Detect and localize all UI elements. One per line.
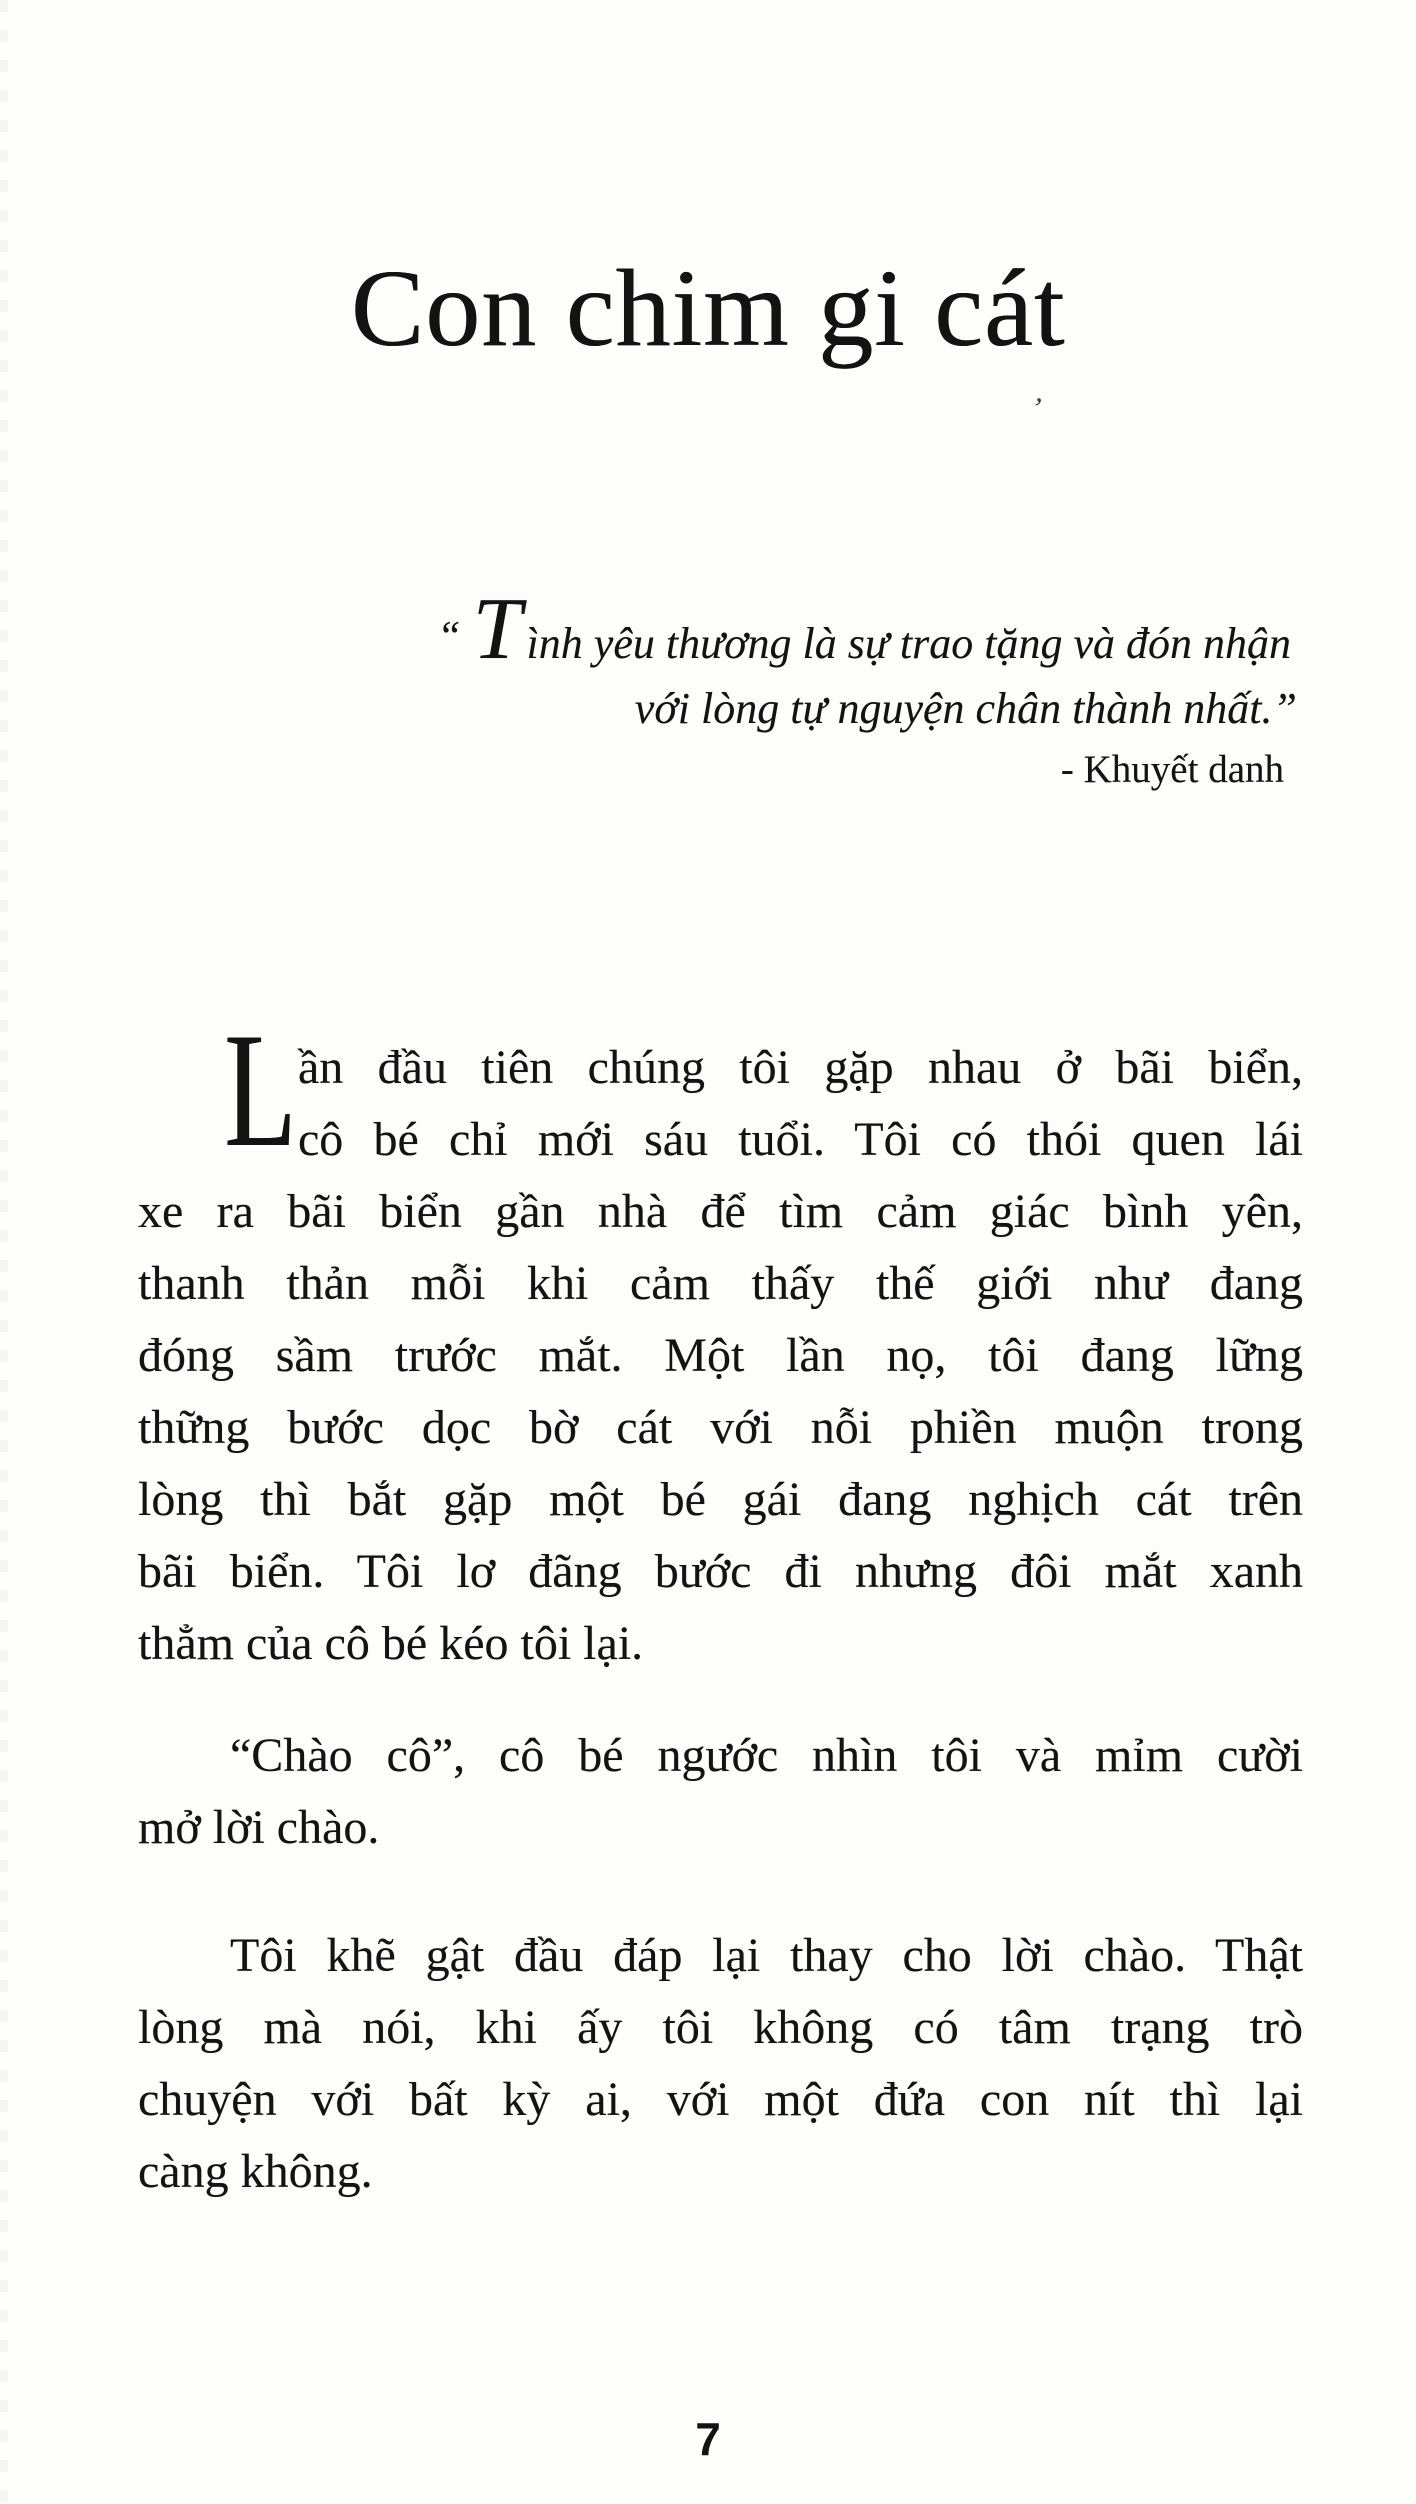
text-line: thẳm của cô bé kéo tôi lại. [138,1617,644,1670]
scan-edge-artifact [0,0,8,2504]
text-line: thanh thản mỗi khi cảm thấy thế giới như đang [138,1257,1303,1310]
text-line: lòng thì bắt gặp một bé gái đang nghịch cát trên [138,1473,1303,1526]
text-line: lòng mà nói, khi ấy tôi không có tâm trạng trò [138,2001,1303,2054]
text-line: mở lời chào. [138,1801,380,1854]
text-line: đóng sầm trước mắt. Một lần nọ, tôi đang lững [138,1329,1303,1382]
epigraph-line-1 [317,581,1297,678]
text-line: ần đầu tiên chúng tôi gặp nhau ở bãi biển, [298,1041,1303,1094]
text-line: chuyện với bất kỳ ai, với một đứa con nít thì lại [138,2073,1303,2126]
text-line: bãi biển. Tôi lơ đãng bước đi nhưng đôi mắt xanh [138,1545,1303,1598]
epigraph [317,581,1297,799]
dropcap-letter: L [224,1000,297,1181]
text-line: thững bước dọc bờ cát với nỗi phiền muộn trong [138,1401,1303,1454]
paragraph-3 [138,1920,1303,2208]
text-line: “Chào cô”, cô bé ngước nhìn tôi và mỉm cười [230,1729,1303,1782]
chapter-title: Con chim gi cát [350,247,1066,369]
stray-mark: ’ [1028,391,1046,426]
epigraph-line-2: với lòng tự nguyện chân thành nhất.” [634,684,1297,733]
epigraph-initial: T [472,581,522,678]
epigraph-line-1-text: ình yêu thương là sự trao tặng và đón nhận [526,619,1291,668]
text-line: càng không. [138,2145,373,2198]
text-line: Tôi khẽ gật đầu đáp lại thay cho lời chào. Thật [230,1929,1303,1982]
text-line: cô bé chỉ mới sáu tuổi. Tôi có thói quen lái [298,1113,1303,1166]
page-number: 7 [695,2413,721,2465]
text-line: xe ra bãi biển gần nhà để tìm cảm giác bình yên, [138,1185,1303,1238]
body-text [138,1000,1303,2208]
paragraph-1 [138,1000,1303,1680]
open-quote: “ [437,614,461,660]
paragraph-2 [138,1720,1303,1864]
epigraph-attribution: - Khuyết danh [1060,748,1284,791]
